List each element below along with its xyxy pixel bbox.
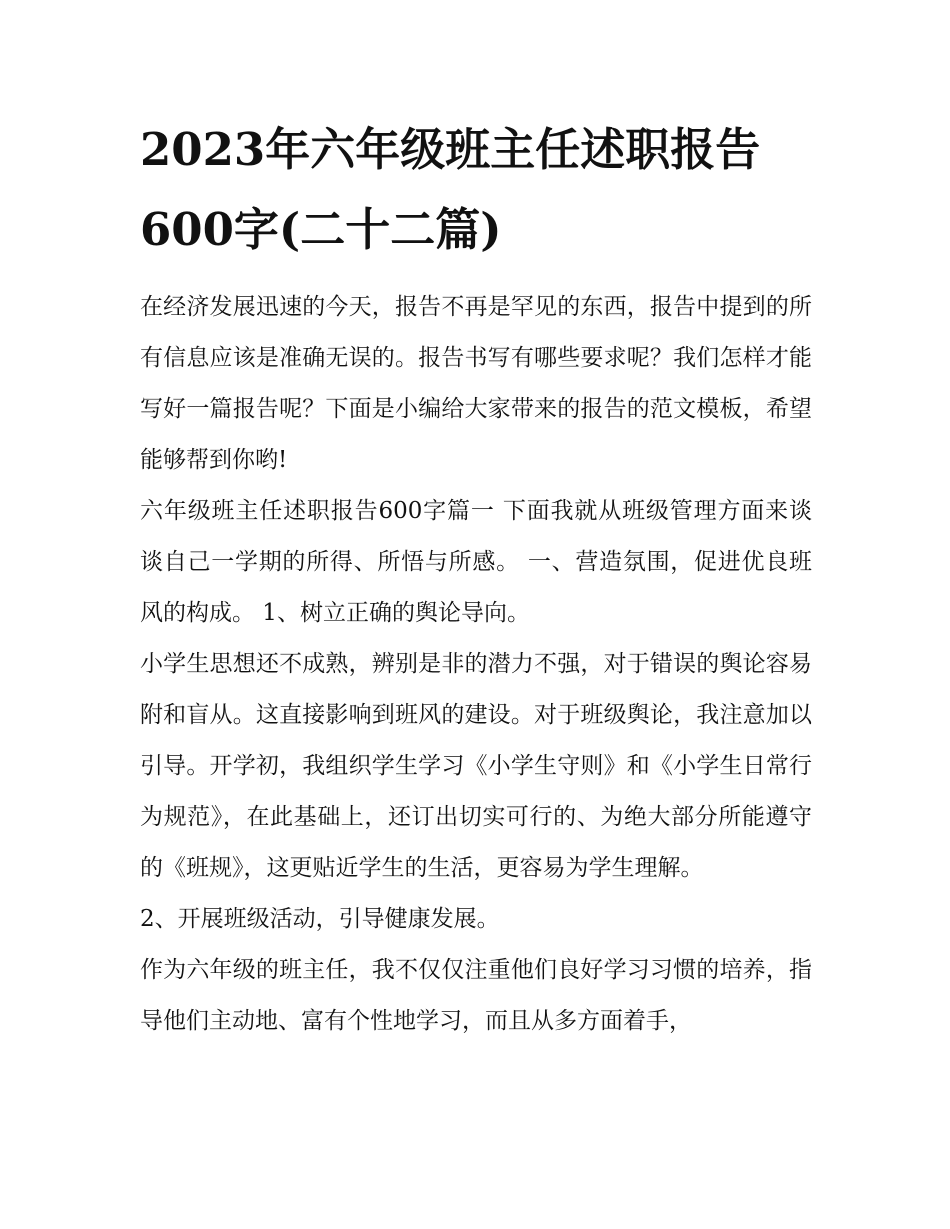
paragraph-section-one: 六年级班主任述职报告600字篇一 下面我就从班级管理方面来谈谈自己一学期的所得、所悟与所感。 一、营造氛围，促进优良班风的构成。 1、树立正确的舆论导向。 <box>140 498 812 626</box>
paragraph-activities: 作为六年级的班主任，我不仅仅注重他们良好学习习惯的培养，指导他们主动地、富有个性地学习，而且从多方面着手， <box>140 957 812 1034</box>
paragraph-intro: 在经济发展迅速的今天，报告不再是罕见的东西，报告中提到的所有信息应该是准确无误的。报告书写有哪些要求呢？我们怎样才能写好一篇报告呢？下面是小编给大家带来的报告的范文模板，希望能够帮到你哟! <box>140 294 812 473</box>
document-title: 2023年六年级班主任述职报告600字(二十二篇) <box>140 123 761 256</box>
paragraph-heading-activities: 2、开展班级活动，引导健康发展。 <box>140 906 500 932</box>
paragraph-public-opinion: 小学生思想还不成熟，辨别是非的潜力不强，对于错误的舆论容易附和盲从。这直接影响到班风的建设。对于班级舆论，我注意加以引导。开学初，我组织学生学习《小学生守则》和《小学生日常行为规范》，在此基础上，还订出切实可行的、为绝大部分所能遵守的《班规》，这更贴近学生的生活，更容易为学生理解。 <box>140 651 812 881</box>
document-body <box>140 110 812 1047</box>
